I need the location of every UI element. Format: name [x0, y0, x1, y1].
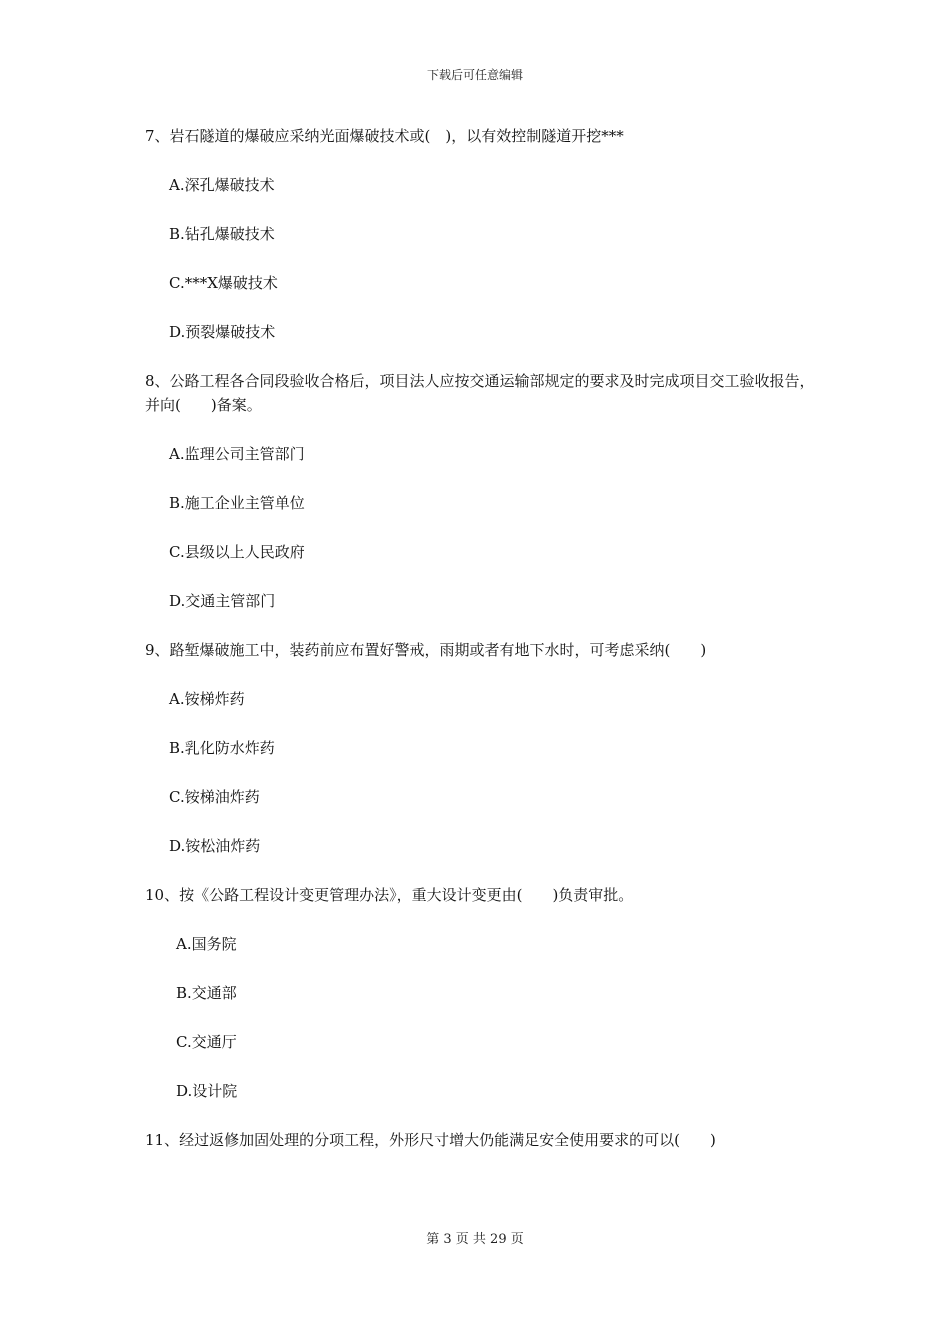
- document-body: [145, 124, 825, 1177]
- option-7c: C.***X爆破技术: [169, 274, 278, 292]
- option-10c: C.交通厅: [176, 1033, 237, 1051]
- question-7: 7、岩石隧道的爆破应采纳光面爆破技术或( )，以有效控制隧道开挖***: [145, 127, 624, 145]
- question-8: 8、公路工程各合同段验收合格后，项目法人应按交通运输部规定的要求及时完成项目交工验收报告，并向( )备案。: [145, 372, 815, 414]
- option-8b: B.施工企业主管单位: [169, 494, 305, 512]
- option-7b: B.钻孔爆破技术: [169, 225, 275, 243]
- option-9d: D.铵松油炸药: [169, 837, 261, 855]
- option-8a: A.监理公司主管部门: [169, 445, 305, 463]
- option-9c: C.铵梯油炸药: [169, 788, 260, 806]
- question-11: 11、经过返修加固处理的分项工程，外形尺寸增大仍能满足安全使用要求的可以( ): [145, 1131, 716, 1149]
- option-9a: A.铵梯炸药: [169, 690, 245, 708]
- option-8d: D.交通主管部门: [169, 592, 276, 610]
- option-10d: D.设计院: [176, 1082, 238, 1100]
- option-8c: C.县级以上人民政府: [169, 543, 305, 561]
- page-footer: 第 3 页 共 29 页: [426, 1232, 524, 1247]
- question-10: 10、按《公路工程设计变更管理办法》，重大设计变更由( )负责审批。: [145, 886, 634, 904]
- option-7a: A.深孔爆破技术: [169, 176, 275, 194]
- page-header: 下载后可任意编辑: [426, 68, 523, 82]
- option-9b: B.乳化防水炸药: [169, 739, 275, 757]
- option-7d: D.预裂爆破技术: [169, 323, 276, 341]
- option-10a: A.国务院: [176, 935, 237, 953]
- option-10b: B.交通部: [176, 984, 237, 1002]
- question-9: 9、路堑爆破施工中，装药前应布置好警戒，雨期或者有地下水时，可考虑采纳( ): [145, 641, 707, 659]
